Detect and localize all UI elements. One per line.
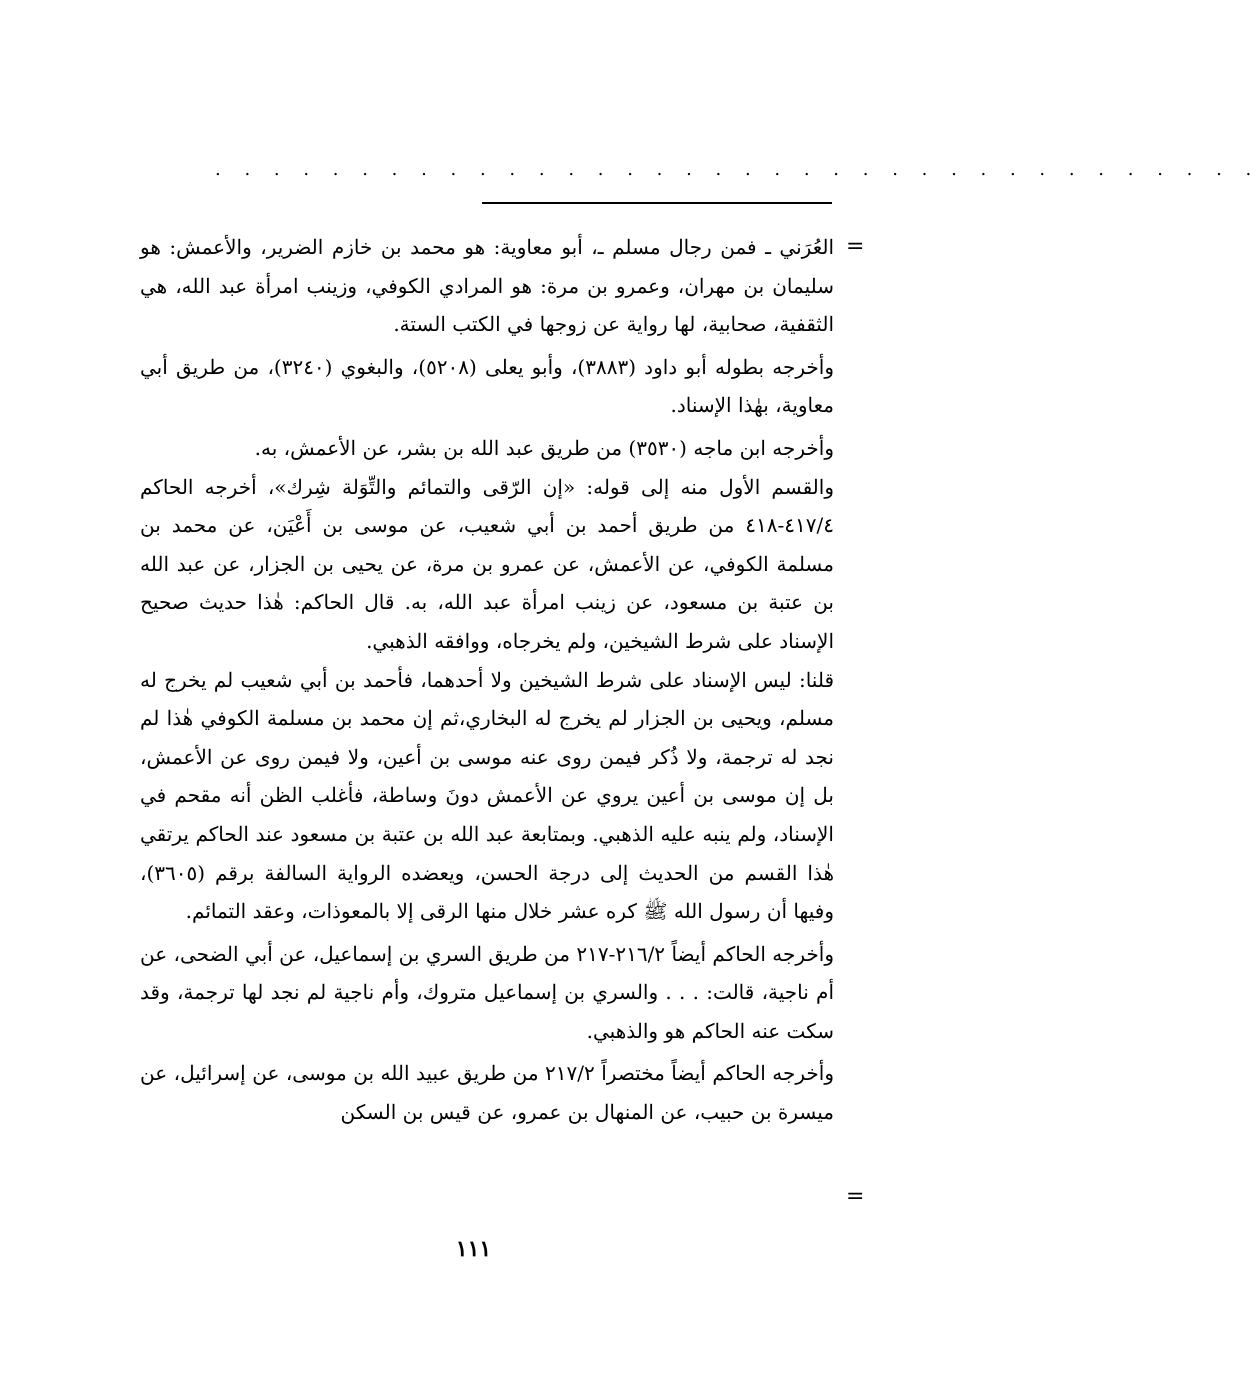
- dotted-separator: . . . . . . . . . . . . . . . . . . . . . . . . . . . . . . . . . . . .: [215, 159, 1260, 180]
- paragraph-2: وأخرجه بطوله أبو داود (٣٨٨٣)، وأبو يعلى (٥٢٠٨)، والبغوي (٣٢٤٠)، من طريق أبي معاوية، بهٰذا الإسناد.: [140, 354, 834, 418]
- paragraph-7: وأخرجه الحاكم أيضاً مختصراً ٢١٧/٢ من طريق عبيد الله بن موسى، عن إسرائيل، عن ميسرة بن حبيب، عن المنهال بن عمرو، عن قيس بن السكن: [140, 1061, 834, 1125]
- footnote-text: [140, 228, 834, 1132]
- continuation-mark-top: =: [846, 234, 865, 259]
- paragraph-3: وأخرجه ابن ماجه (٣٥٣٠) من طريق عبد الله بن بشر، عن الأعمش، به.: [254, 435, 834, 460]
- paragraph-4: والقسم الأول منه إلى قوله: «إن الرّقى والتمائم والتِّوَلة شِرك»، أخرجه الحاكم ٤١٧/٤-٤١٨ من طريق أحمد بن أبي شعيب، عن موسى بن أَعْيَن، عن محمد بن مسلمة الكوفي، عن الأعمش، عن عمرو بن مرة، عن يحيى بن الجزار، عن عبد الله بن عتبة بن مسعود، عن زينب امرأة عبد الله، به. قال الحاكم: هٰذا حديث صحيح الإسناد على شرط الشيخين، ولم يخرجاه، ووافقه الذهبي.: [140, 474, 834, 653]
- paragraph-6: وأخرجه الحاكم أيضاً ٢١٦/٢-٢١٧ من طريق السري بن إسماعيل، عن أبي الضحى، عن أم ناجية، قالت: . . . والسري بن إسماعيل متروك، وأم ناجية لم نجد لها ترجمة، وقد سكت عنه الحاكم هو والذهبي.: [140, 941, 834, 1043]
- continuation-mark-bottom: =: [846, 1184, 865, 1209]
- paragraph-5: قلنا: ليس الإسناد على شرط الشيخين ولا أحدهما، فأحمد بن أبي شعيب لم يخرج له مسلم، ويحيى بن الجزار لم يخرج له البخاري،ثم إن محمد بن مسلمة الكوفي هٰذا لم نجد له ترجمة، ولا ذُكر فيمن روى عنه موسى بن أعين، ولا فيمن روى عن الأعمش، بل إن موسى بن أعين يروي عن الأعمش دونَ وساطة، فأغلب الظن أنه مقحم في الإسناد، ولم ينبه عليه الذهبي. وبمتابعة عبد الله بن عتبة بن مسعود عند الحاكم يرتقي هٰذا القسم من الحديث إلى درجة الحسن، ويعضده الرواية السالفة برقم (٣٦٠٥)، وفيها أن رسول الله ﷺ كره عشر خلال منها الرقى إلا بالمعوذات، وعقد التمائم.: [140, 667, 834, 924]
- footnote-rule: [482, 202, 832, 204]
- paragraph-1: العُرَني ـ فمن رجال مسلم ـ، أبو معاوية: هو محمد بن خازم الضرير، والأعمش: هو سليمان بن مهران، وعمرو بن مرة: هو المرادي الكوفي، وزينب امرأة عبد الله، هي الثقفية، صحابية، لها رواية عن زوجها في الكتب الستة.: [140, 235, 834, 337]
- page-number: ١١١: [455, 1236, 492, 1262]
